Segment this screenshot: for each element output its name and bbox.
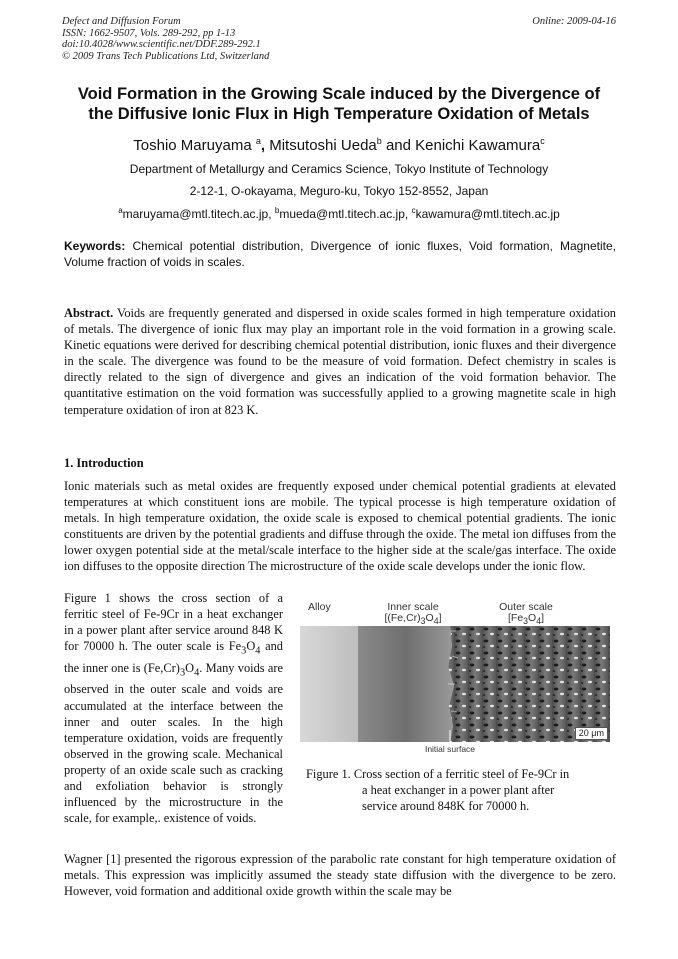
intro-paragraph-figure: [64, 590, 283, 826]
journal-doi: doi:10.4028/www.scientific.net/DDF.289-292.1: [62, 39, 261, 50]
sub-3b: 3: [179, 667, 186, 679]
figure-1-caption: [306, 766, 618, 814]
figure-1: [300, 596, 610, 756]
outer-formula-end: ]: [541, 612, 544, 624]
outer-formula-sub3: 3: [523, 616, 529, 627]
inner-scale-formula: [372, 613, 454, 627]
inner-formula-end: ]: [438, 612, 442, 624]
section-heading-introduction: 1. Introduction: [64, 456, 144, 470]
author-3-sup: c: [540, 136, 545, 146]
alloy-region: [300, 626, 358, 742]
email-a[interactable]: maruyama@mtl.titech.ac.jp,: [122, 207, 275, 221]
keywords: [64, 238, 616, 270]
fig-para-part-b: and the inner one is (Fe,Cr): [64, 639, 283, 675]
caption-line-3: service around 848K for 70000 h.: [362, 799, 530, 813]
journal-name: Defect and Diffusion Forum: [62, 16, 181, 27]
micrograph-svg: [300, 626, 610, 742]
fig-para-part-c: . Many voids are observed in the outer scale and voids are accumulated at the interface between the inner and outer scales. In the high temperature oxidation, voids are frequently observed in the growing scale. Mechanical property of an oxide scale such as cracking and exfoliation behavior is strongly influenced by the microstructure in the scale, for example,. existence of voids.: [64, 660, 283, 826]
inner-scale-title: Inner scale: [387, 601, 439, 613]
sub-4b: 4: [194, 667, 200, 679]
fig-para-part-a: Figure 1 shows the cross section of a ferritic steel of Fe-9Cr in a heat exchanger in a power plant after service around 848 K for 70000 h. The outer scale is Fe: [64, 591, 283, 654]
author-3: Kenichi Kawamura: [415, 137, 541, 154]
intro-paragraph-1: Ionic materials such as metal oxides are frequently exposed under chemical potential gradients at elevated temperatures at which constituent ions are mobile. The typical processe is high temperature oxidation of metals. In high temperature oxidation, the oxide scale is exposed to chemical potential gradients. The ionic constituents are driven by the potential gradients and diffuse through the oxide. The metal ion diffuses from the lower oxygen potential side at the metal/scale interface to the higher side at the scale/gas interface. The oxide ion diffuses to the opposite direction The microstructure of the oxide scale develops under the ionic flow.: [64, 479, 616, 574]
inner-formula-sub3: 3: [420, 616, 426, 627]
abstract-label: Abstract.: [64, 306, 114, 320]
title-line-2: the Diffusive Ionic Flux in High Temperature Oxidation of Metals: [88, 105, 590, 123]
author-list: [0, 136, 678, 154]
journal-issn: ISSN: 1662-9507, Vols. 289-292, pp 1-13: [62, 27, 236, 39]
author-sep-2: and: [381, 137, 416, 154]
outer-formula-o: O: [528, 612, 537, 624]
author-emails: [0, 206, 678, 221]
fig-label-alloy: Alloy: [308, 601, 331, 613]
micrograph-image: [300, 626, 610, 742]
outer-formula-sub4: 4: [536, 616, 542, 627]
online-date: Online: 2009-04-16: [532, 16, 616, 27]
o-a: O: [246, 639, 256, 654]
keywords-label: Keywords:: [64, 239, 126, 253]
inner-scale-region: [358, 626, 454, 742]
email-b-sup: b: [274, 206, 280, 215]
outer-scale-formula: [488, 613, 564, 627]
email-c-sup: c: [411, 206, 416, 215]
o-b: O: [185, 660, 195, 675]
caption-line-1: Figure 1. Cross section of a ferritic steel of Fe-9Cr in: [306, 767, 570, 781]
abstract: [64, 305, 616, 418]
author-1-sup: a: [255, 136, 261, 146]
outer-scale-title: Outer scale: [499, 601, 553, 613]
fig-label-initial-surface: Initial surface: [424, 744, 476, 754]
email-c[interactable]: kawamura@mtl.titech.ac.jp: [415, 207, 560, 221]
journal-copyright: © 2009 Trans Tech Publications Ltd, Switzerland: [62, 50, 270, 62]
sub-3a: 3: [241, 645, 247, 657]
scale-bar: 20 μm: [575, 727, 608, 740]
author-1: Toshio Maruyama: [133, 137, 252, 154]
author-2-sup: b: [376, 136, 382, 146]
paper-title: [40, 84, 638, 124]
author-sep-1: ,: [260, 137, 270, 154]
title-line-1: Void Formation in the Growing Scale induced by the Divergence of: [77, 85, 601, 103]
outer-formula-a: [Fe: [507, 612, 524, 624]
email-b[interactable]: mueda@mtl.titech.ac.jp,: [279, 207, 412, 221]
fig-label-outer: [488, 602, 564, 627]
email-a-sup: a: [118, 206, 123, 215]
fig-label-inner: [372, 602, 454, 627]
abstract-text: Voids are frequently generated and dispersed in oxide scales formed in high temperature oxidation of metals. The divergence of ionic flux may play an important role in the void formation in a growing scale. Kinetic equations were derived for describing chemical potential distribution, ionic fluxes and their divergence in the scale. The divergence was found to be the measure of void formation. Defect chemistry in scales is directly related to the sign of divergence and gives an indication of the void formation behavior. The quantitative estimation on the void formation was successfully applied to a growing magnetite scale in high temperature oxidation of iron at 823 K.: [64, 306, 616, 417]
caption-line-2: a heat exchanger in a power plant after: [362, 783, 555, 797]
affiliation-address: 2-12-1, O-okayama, Meguro-ku, Tokyo 152-8552, Japan: [189, 184, 489, 198]
intro-paragraph-3: Wagner [1] presented the rigorous expression of the parabolic rate constant for high temperature oxidation of metals. This expression was implicitly assumed the steady state diffusion with the divergence to be zero. However, void formation and additional oxide growth within the scale may be: [64, 852, 616, 899]
outer-scale-region: [448, 626, 610, 742]
inner-formula-o: O: [425, 612, 434, 624]
inner-formula-a: [(Fe,Cr): [384, 612, 421, 624]
author-2: Mitsutoshi Ueda: [269, 137, 377, 154]
sub-4a: 4: [255, 645, 261, 657]
affiliation-dept: Department of Metallurgy and Ceramics Science, Tokyo Institute of Technology: [129, 162, 549, 176]
keywords-text: Chemical potential distribution, Divergence of ionic fluxes, Void formation, Magnetite, Volume fraction of voids in scales.: [64, 239, 616, 269]
inner-formula-sub4: 4: [433, 616, 439, 627]
journal-header: [62, 16, 269, 62]
